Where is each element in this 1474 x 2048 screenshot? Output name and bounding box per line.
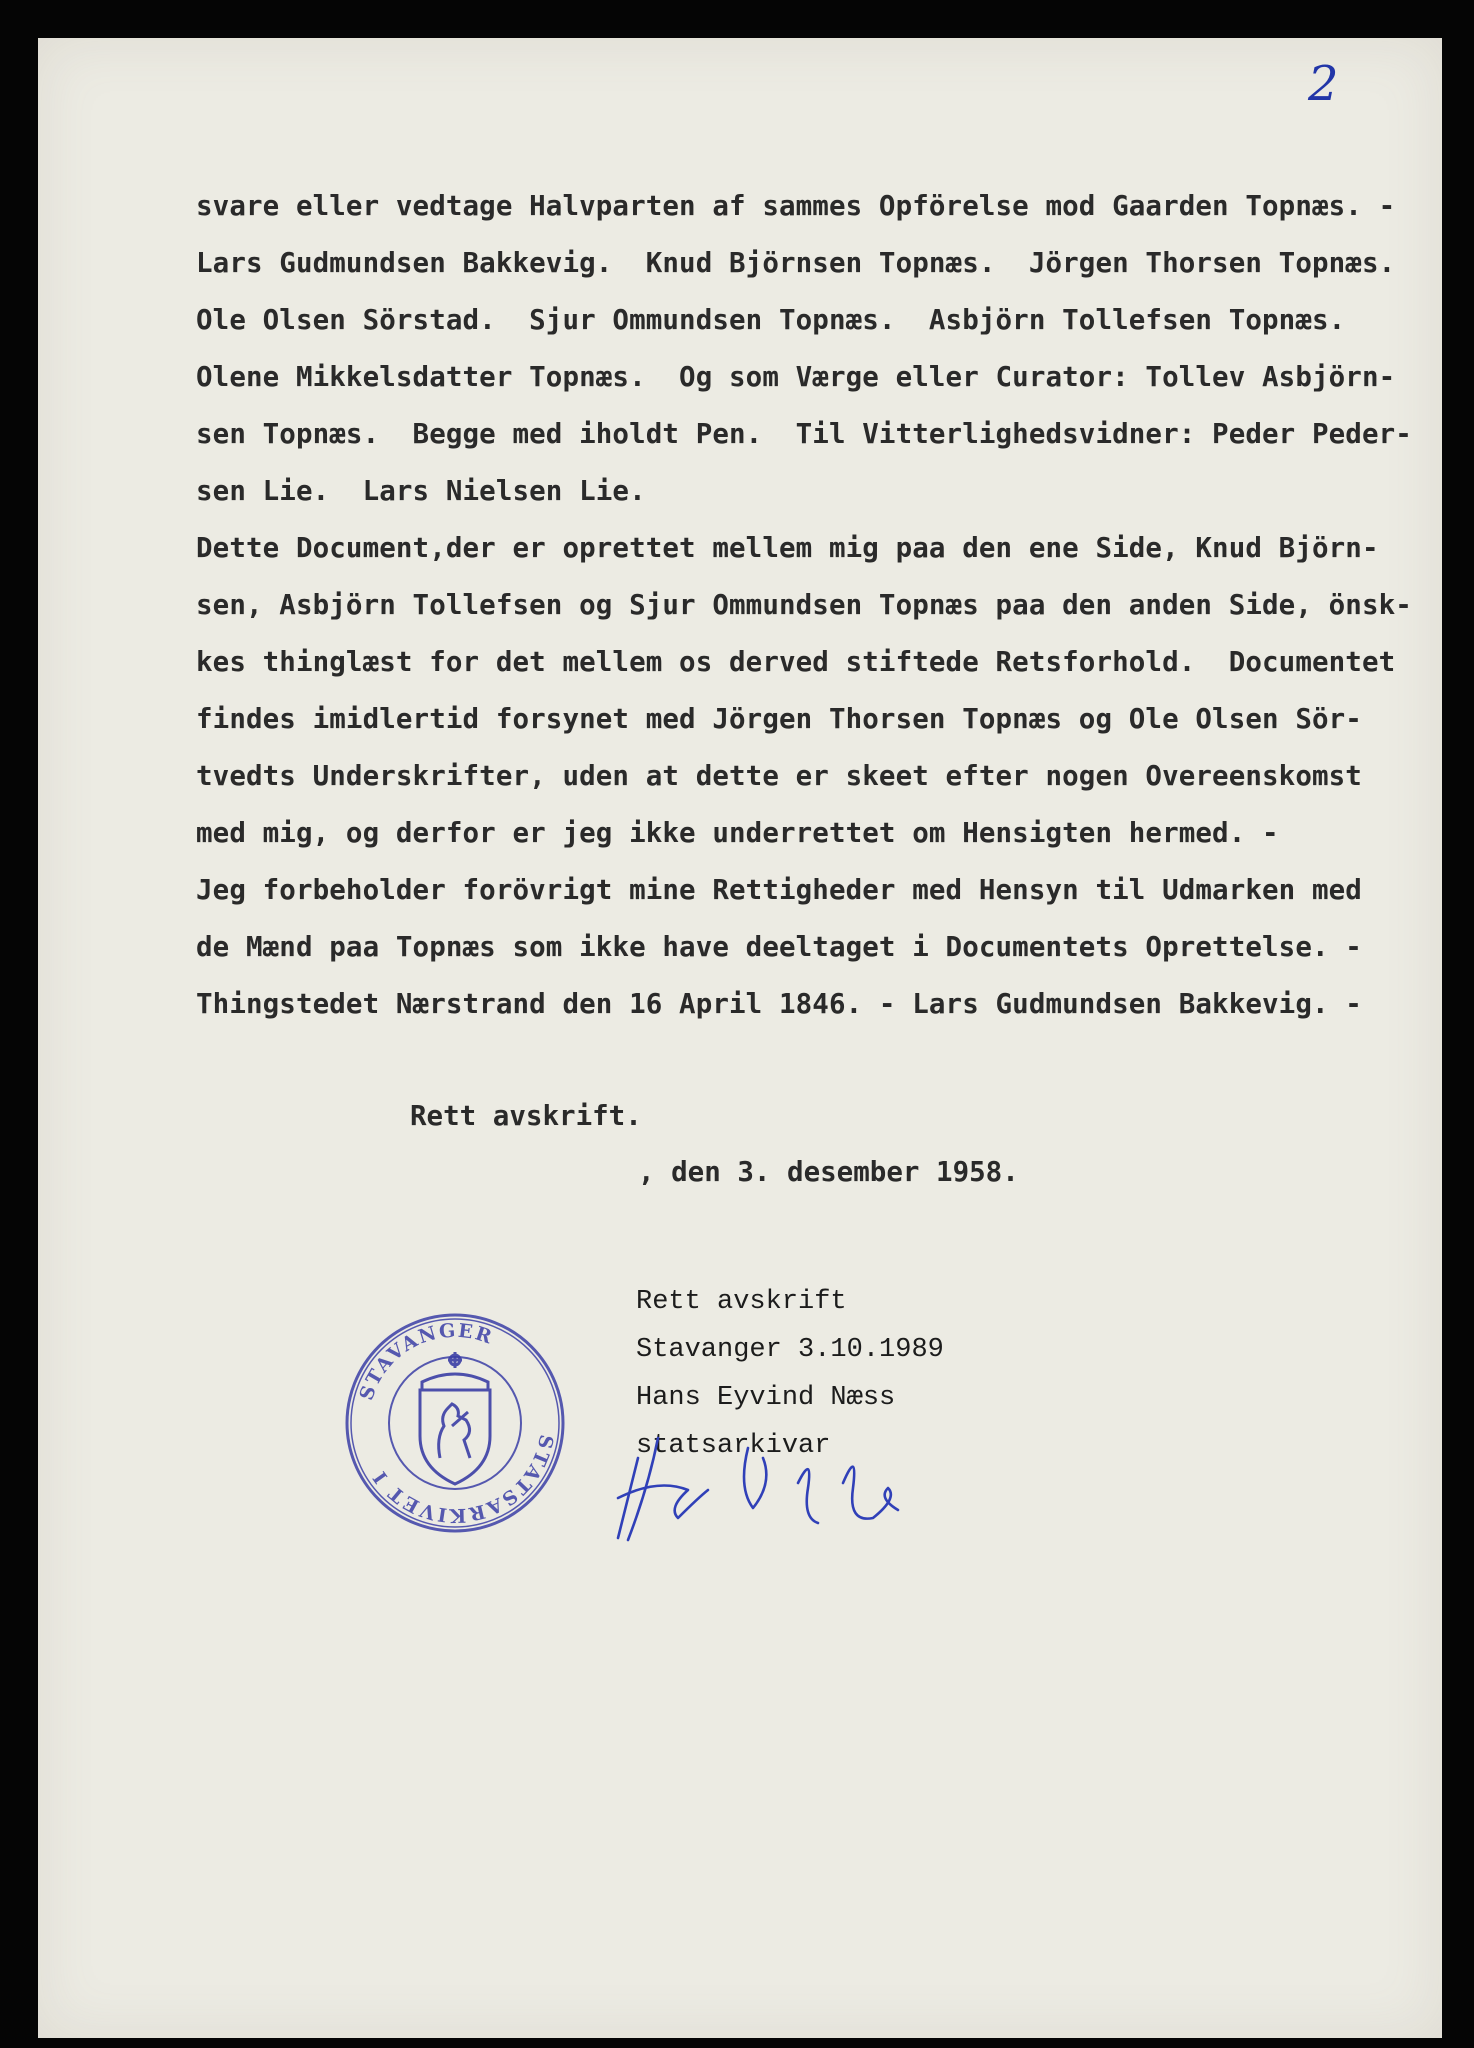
body-line: tvedts Underskrifter, uden at dette er skeet efter nogen Overeenskomst [196, 760, 1362, 792]
cert-signatory-name: Hans Eyvind Næss [636, 1383, 896, 1413]
cert-place-date: Stavanger 3.10.1989 [636, 1335, 944, 1365]
cert-rett-avskrift: Rett avskrift [636, 1287, 847, 1317]
body-line: de Mænd paa Topnæs som ikke have deeltaget i Documentets Oprettelse. - [196, 931, 1362, 963]
seal-side-text: STATSARKIVET I [367, 1432, 558, 1527]
closing-rett-avskrift: Rett avskrift. [410, 1100, 642, 1132]
body-line: sen Lie. Lars Nielsen Lie. [196, 475, 646, 507]
page-number: 2 [1308, 56, 1339, 112]
body-line: Ole Olsen Sörstad. Sjur Ommundsen Topnæs. Asbjörn Tollefsen Topnæs. [196, 304, 1346, 336]
handwritten-signature-icon [598, 1428, 978, 1548]
coat-of-arms-icon [420, 1352, 490, 1484]
body-line: med mig, og derfor er jeg ikke underrettet om Hensigten hermed. - [196, 817, 1279, 849]
cert-signatory-title: statsarkivar [636, 1431, 831, 1461]
seal-top-text: STAVANGER [355, 1319, 497, 1404]
body-line: Thingstedet Nærstrand den 16 April 1846. - Lars Gudmundsen Bakkevig. - [196, 988, 1362, 1020]
body-line: sen, Asbjörn Tollefsen og Sjur Ommundsen Topnæs paa den anden Side, önsk- [196, 589, 1412, 621]
body-line: svare eller vedtage Halvparten af sammes Opförelse mod Gaarden Topnæs. - [196, 190, 1396, 222]
closing-date: , den 3. desember 1958. [638, 1156, 1019, 1188]
body-line: sen Topnæs. Begge med iholdt Pen. Til Vitterlighedsvidner: Peder Peder- [196, 418, 1412, 450]
body-line: findes imidlertid forsynet med Jörgen Thorsen Topnæs og Ole Olsen Sör- [196, 703, 1362, 735]
body-line: Lars Gudmundsen Bakkevig. Knud Björnsen Topnæs. Jörgen Thorsen Topnæs. [196, 247, 1396, 279]
archive-seal [340, 1308, 570, 1538]
body-line: Olene Mikkelsdatter Topnæs. Og som Værge eller Curator: Tollev Asbjörn- [196, 361, 1396, 393]
body-line: kes thinglæst for det mellem os derved stiftede Retsforhold. Documentet [196, 646, 1396, 678]
document-page [38, 38, 1442, 2038]
body-line: Jeg forbeholder forövrigt mine Rettigheder med Hensyn til Udmarken med [196, 874, 1362, 906]
body-line: Dette Document,der er oprettet mellem mig paa den ene Side, Knud Björn- [196, 532, 1379, 564]
transcript-body [196, 178, 1446, 1033]
